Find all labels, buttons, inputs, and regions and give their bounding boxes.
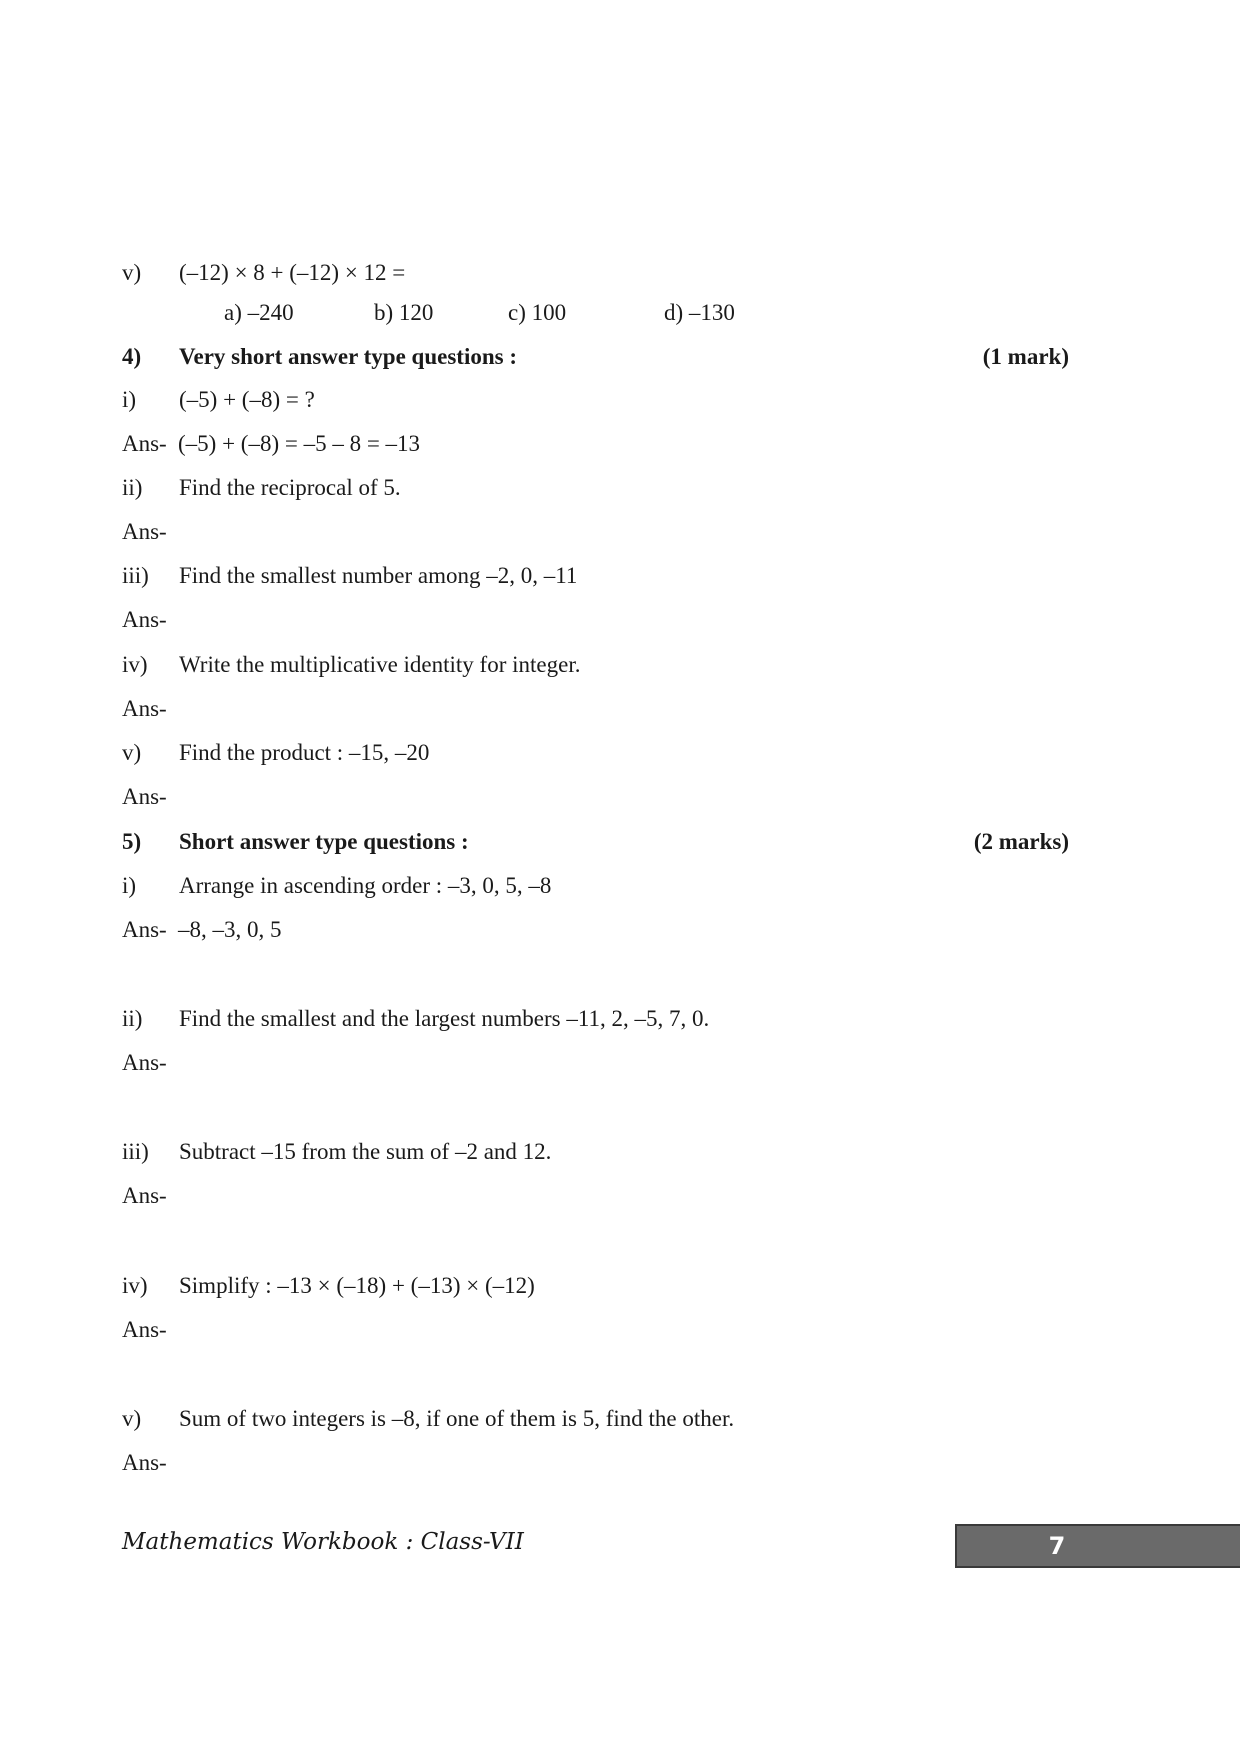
mcq-options (122, 298, 822, 328)
answer-label: Ans- (122, 696, 167, 721)
question-number: i) (122, 873, 137, 898)
section-number: 5) (122, 829, 142, 854)
option-a: a) –240 (224, 300, 294, 325)
question-text: Subtract –15 from the sum of –2 and 12. (179, 1139, 552, 1164)
answer-label: Ans- (122, 784, 167, 809)
page-number-box (955, 1524, 1240, 1568)
question-number: iv) (122, 652, 148, 677)
question-number: iv) (122, 1273, 148, 1298)
section-4-marks: (1 mark) (982, 344, 1069, 369)
answer-label: Ans- (122, 1317, 167, 1342)
option-b: b) 120 (374, 300, 434, 325)
answer-label: Ans- (122, 1183, 167, 1208)
question-number: i) (122, 387, 137, 412)
answer-text: (–5) + (–8) = –5 – 8 = –13 (178, 431, 421, 456)
section-number: 4) (122, 344, 142, 369)
section-title: Short answer type questions : (179, 829, 469, 854)
question-text: Find the product : –15, –20 (179, 740, 430, 765)
answer-label: Ans- (122, 917, 167, 942)
footer-book-title: Mathematics Workbook : Class-VII (122, 1529, 524, 1555)
question-text: (–12) × 8 + (–12) × 12 = (179, 260, 406, 285)
page-number: 7 (1048, 1532, 1066, 1560)
question-text: Find the reciprocal of 5. (179, 475, 401, 500)
option-c: c) 100 (508, 300, 567, 325)
question-text: (–5) + (–8) = ? (179, 387, 315, 412)
answer-label: Ans- (122, 1450, 167, 1475)
question-number: v) (122, 1406, 142, 1431)
section-title: Very short answer type questions : (179, 344, 517, 369)
answer-label: Ans- (122, 607, 167, 632)
question-number: iii) (122, 1139, 149, 1164)
question-number: v) (122, 260, 142, 285)
option-d: d) –130 (664, 300, 735, 325)
question-text: Simplify : –13 × (–18) + (–13) × (–12) (179, 1273, 535, 1298)
question-number: ii) (122, 1006, 143, 1031)
question-text: Find the smallest number among –2, 0, –11 (179, 563, 578, 588)
answer-text: –8, –3, 0, 5 (178, 917, 282, 942)
answer-label: Ans- (122, 1050, 167, 1075)
question-number: ii) (122, 475, 143, 500)
question-text: Sum of two integers is –8, if one of them is 5, find the other. (179, 1406, 735, 1431)
answer-label: Ans- (122, 519, 167, 544)
answer-label: Ans- (122, 431, 167, 456)
question-number: v) (122, 740, 142, 765)
question-text: Arrange in ascending order : –3, 0, 5, –8 (179, 873, 552, 898)
question-text: Find the smallest and the largest numbers –11, 2, –5, 7, 0. (179, 1006, 710, 1031)
question-number: iii) (122, 563, 149, 588)
question-text: Write the multiplicative identity for integer. (179, 652, 581, 677)
section-5-marks: (2 marks) (973, 829, 1069, 854)
